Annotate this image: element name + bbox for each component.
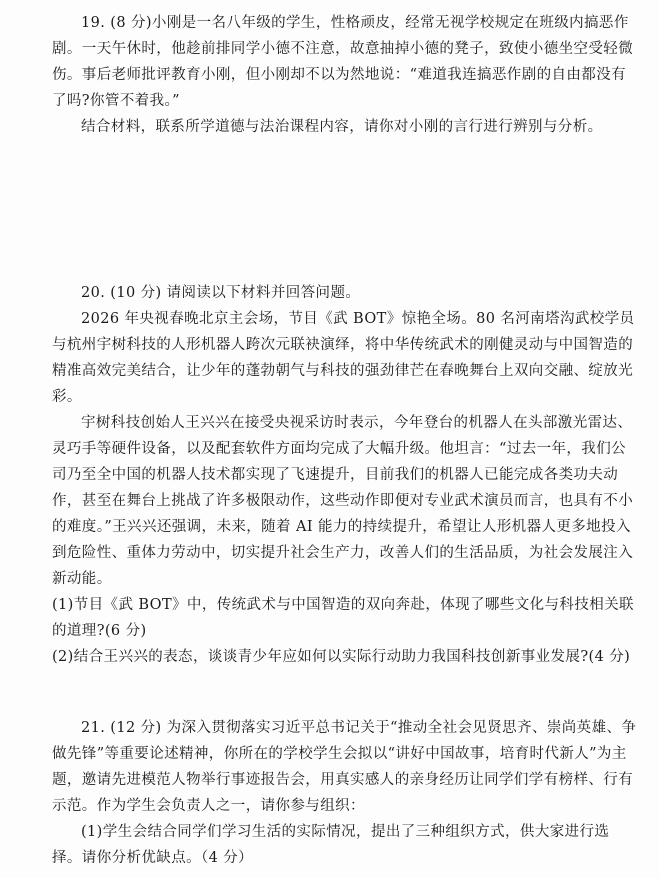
q21-stem-paragraph bbox=[52, 715, 638, 819]
q20-subquestion-1: (1)节目《武 BOT》中，传统武术与中国智造的双向奔赴，体现了哪些文化与科技相关联的道理?(6 分) bbox=[52, 597, 634, 639]
q21-header: 21. (12 分) bbox=[81, 720, 162, 736]
q21-subquestion-1: (1)学生会结合同学们学习生活的实际情况，提出了三种组织方式，供大家进行选择。请你分析优缺点。（4 分） bbox=[52, 824, 610, 866]
q21-stem: 为深入贯彻落实习近平总书记关于“推动全社会见贤思齐、崇尚英雄、争做先锋”等重要论述精神，你所在的学校学生会拟以“讲好中国故事，培育时代新人”为主题，邀请先进模范人物举行事迹报告会，用真实感人的亲身经历让同学们学有榜样、行有示范。作为学生会负责人之一，请你参与组织： bbox=[52, 720, 637, 814]
q20-header: 20. (10 分) bbox=[81, 285, 162, 301]
q19-header: 19. (8 分) bbox=[81, 15, 152, 31]
q20-subquestion-2: (2)结合王兴兴的表态，谈谈青少年应如何以实际行动助力我国科技创新事业发展?(4 分) bbox=[52, 649, 631, 665]
question-19 bbox=[52, 10, 638, 140]
q20-material-paragraph-2: 宇树科技创始人王兴兴在接受央视采访时表示，今年登台的机器人在头部激光雷达、灵巧手等硬件设备，以及配套软件方面均完成了大幅升级。他坦言：“过去一年，我们公司乃至全中国的机器人技术都实现了飞速提升，目前我们的机器人已能完成各类功夫动作，甚至在舞台上挑战了许多极限动作，这些动作即便对专业武术演员而言，也具有不小的难度。”王兴兴还强调，未来，随着 AI 能力的持续提升，希望让人形机器人更多地投入到危险性、重体力劳动中，切实提升社会生产力，改善人们的生活品质，为社会发展注入新动能。 bbox=[52, 415, 634, 587]
q19-task: 结合材料，联系所学道德与法治课程内容，请你对小刚的言行进行辨别与分析。 bbox=[81, 119, 603, 135]
q20-intro: 请阅读以下材料并回答问题。 bbox=[166, 285, 361, 301]
q19-stem: 小刚是一名八年级的学生，性格顽皮，经常无视学校规定在班级内搞恶作剧。一天午休时，他趁前排同学小德不注意，故意抽掉小德的凳子，致使小德坐空受轻微伤。事后老师批评教育小刚，但小刚却不以为然地说：“难道我连搞恶作剧的自由都没有了吗?你管不着我。” bbox=[52, 15, 634, 109]
question-21 bbox=[52, 715, 638, 871]
q19-stem-paragraph bbox=[52, 10, 638, 114]
question-20 bbox=[52, 280, 638, 670]
q20-intro-paragraph bbox=[52, 280, 638, 306]
q20-material-paragraph-1: 2026 年央视春晚北京主会场，节目《武 BOT》惊艳全场。80 名河南塔沟武校学员与杭州宇树科技的人形机器人跨次元联袂演绎，将中华传统武术的刚健灵动与中国智造的精准高效完美结合，让少年的蓬勃朝气与科技的强劲律芒在春晚舞台上双向交融、绽放光彩。 bbox=[52, 311, 635, 405]
